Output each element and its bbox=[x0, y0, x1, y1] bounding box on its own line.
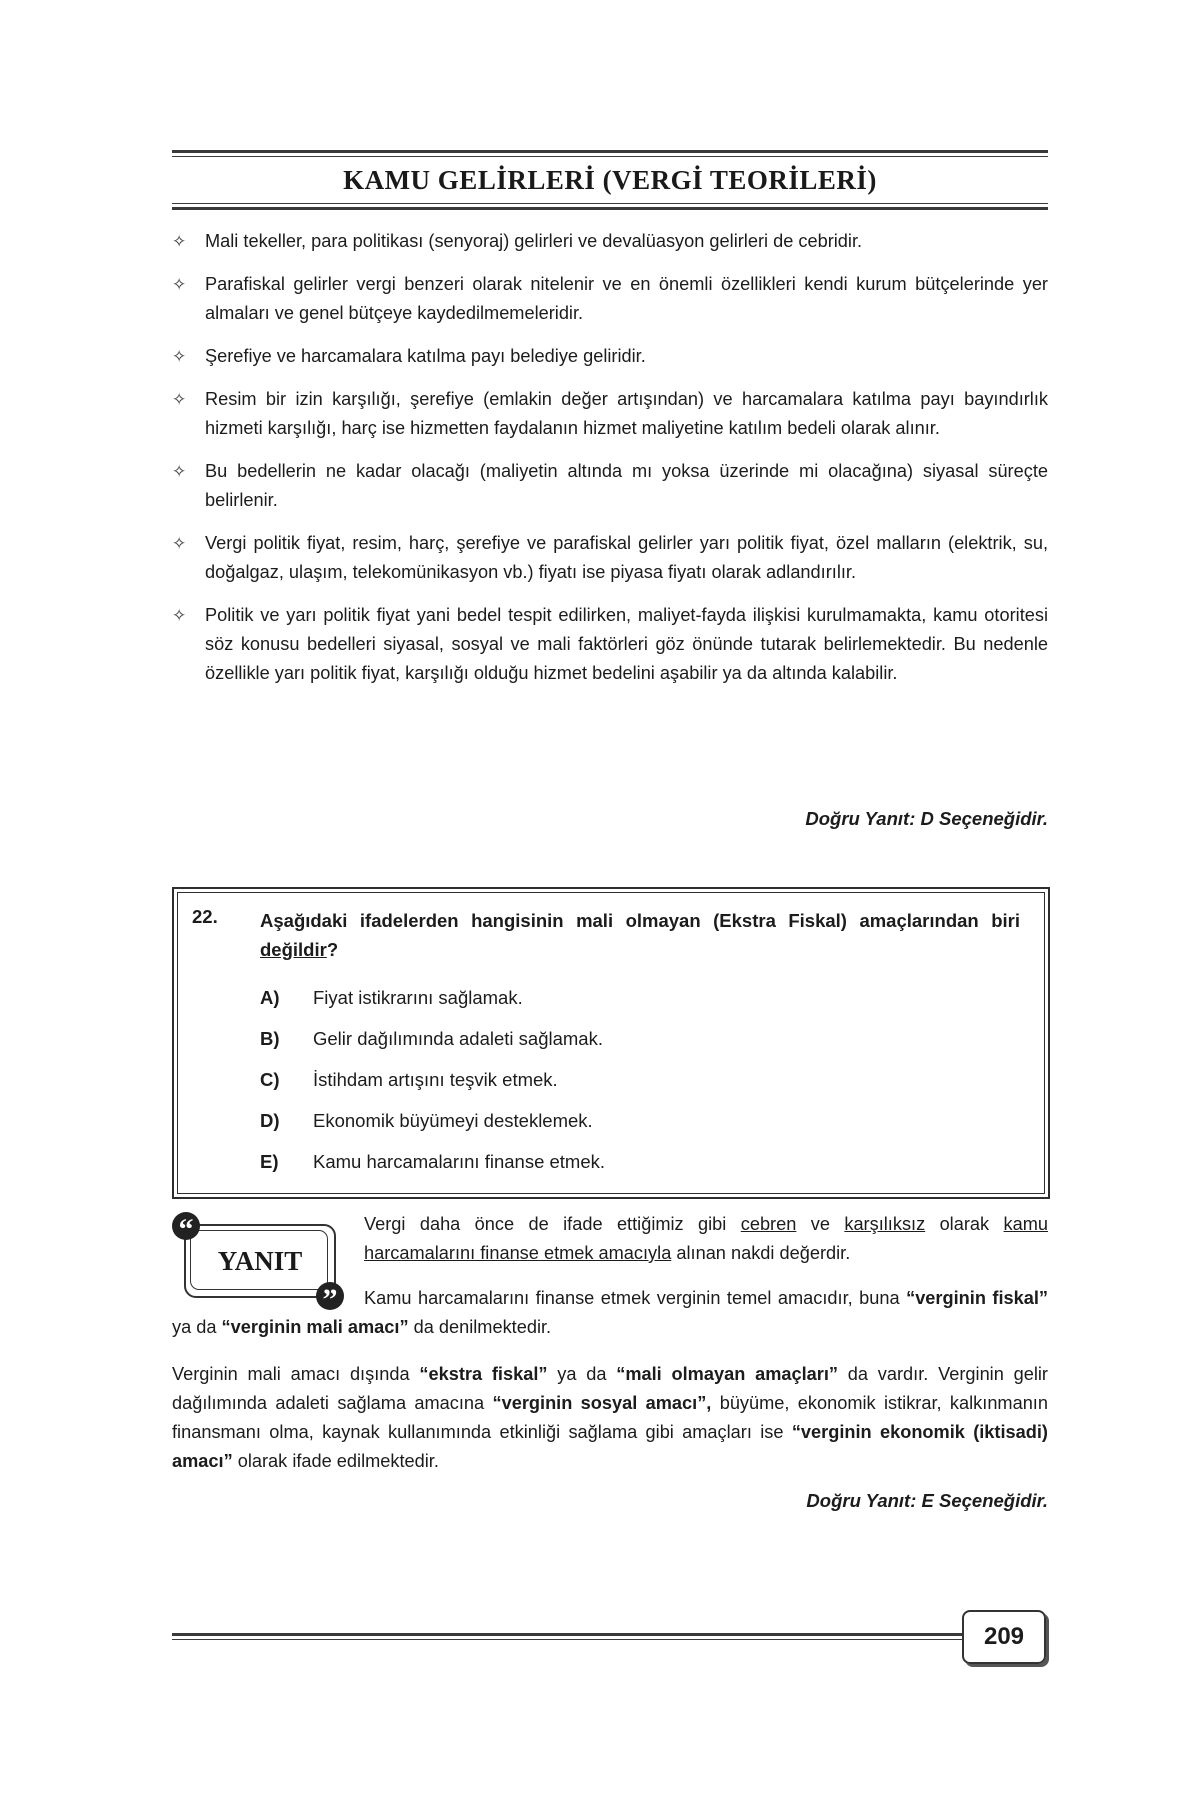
bullet-item bbox=[172, 601, 1048, 688]
text-span: Verginin mali amacı dışında bbox=[172, 1364, 420, 1384]
option-letter: C) bbox=[260, 1069, 280, 1090]
bold-term: “verginin ekonomik (iktisadi) amacı” bbox=[172, 1422, 1048, 1471]
underlined-term: kamu harcamalarını finanse etmek amacıyla bbox=[364, 1214, 1048, 1263]
text-span: da denilmektedir. bbox=[408, 1317, 552, 1337]
option-a bbox=[260, 983, 523, 1012]
option-letter: D) bbox=[260, 1110, 280, 1131]
option-text: İstihdam artışını teşvik etmek. bbox=[313, 1069, 558, 1090]
underlined-term: karşılıksız bbox=[844, 1214, 926, 1234]
option-letter: E) bbox=[260, 1151, 279, 1172]
four-point-star-icon: ✧ bbox=[172, 534, 187, 553]
header-rule-bottom-thin bbox=[172, 203, 1048, 204]
text-span: ve bbox=[796, 1214, 845, 1234]
explanation-paragraph-1 bbox=[364, 1210, 1048, 1268]
bold-term: “verginin sosyal amacı”, bbox=[492, 1393, 712, 1413]
header-rule-top-thin bbox=[172, 156, 1048, 157]
correct-answer-note: Doğru Yanıt: E Seçeneğidir. bbox=[806, 1490, 1048, 1511]
question-number: 22. bbox=[192, 906, 218, 927]
four-point-star-icon: ✧ bbox=[172, 462, 187, 481]
footer-rule bbox=[172, 1633, 962, 1636]
option-letter: B) bbox=[260, 1028, 280, 1049]
bullet-item bbox=[172, 270, 1048, 328]
bullet-item bbox=[172, 342, 1048, 371]
option-d bbox=[260, 1106, 593, 1135]
option-c bbox=[260, 1065, 558, 1094]
four-point-star-icon: ✧ bbox=[172, 347, 187, 366]
footer-rule-thin bbox=[172, 1639, 962, 1640]
bullet-text: Bu bedellerin ne kadar olacağı (maliyetin altında mı yoksa üzerinde mi olacağına) siyasal süreçte belirlenir. bbox=[205, 461, 1048, 510]
four-point-star-icon: ✧ bbox=[172, 390, 187, 409]
header-rule-top bbox=[172, 150, 1048, 153]
option-e bbox=[260, 1147, 605, 1176]
text-span: Kamu harcamalarını finanse etmek verginin temel amacıdır, buna bbox=[364, 1288, 907, 1308]
bullet-text: Politik ve yarı politik fiyat yani bedel tespit edilirken, maliyet-fayda ilişkisi kurulmamakta, kamu otoritesi söz konusu bedelleri siyasal, sosyal ve mali faktörleri göz önünde tutarak belirlemektedir. Bu nedenle özellikle yarı politik fiyat, karşılığı olduğu hizmet bedelini aşabilir ya da altında kalabilir. bbox=[205, 605, 1048, 683]
question-text-main: Aşağıdaki ifadelerden hangisinin mali olmayan (Ekstra Fiskal) amaçlarından biri bbox=[260, 910, 1020, 931]
option-text: Gelir dağılımında adaleti sağlamak. bbox=[313, 1028, 603, 1049]
question-text bbox=[260, 906, 1020, 964]
bullet-item bbox=[172, 385, 1048, 443]
bold-term: “ekstra fiskal” bbox=[419, 1364, 548, 1384]
open-quote-icon: “ bbox=[172, 1212, 200, 1240]
text-span: ya da bbox=[172, 1317, 222, 1337]
explanation-paragraph-2 bbox=[172, 1284, 1048, 1342]
page-number-box bbox=[962, 1610, 1046, 1664]
bullet-text: Vergi politik fiyat, resim, harç, şerefiye ve parafiskal gelirler yarı politik fiyat, özel malların (elektrik, su, doğalgaz, ulaşım, telekomünikasyon vb.) fiyatı ise piyasa fiyatı olarak adlandırılır. bbox=[205, 533, 1048, 582]
text-span: olarak bbox=[925, 1214, 1004, 1234]
text-span: olarak ifade edilmektedir. bbox=[232, 1451, 439, 1471]
bullet-item bbox=[172, 529, 1048, 587]
option-text: Fiyat istikrarını sağlamak. bbox=[313, 987, 523, 1008]
header-rule-bottom bbox=[172, 207, 1048, 210]
page-number: 209 bbox=[983, 1623, 1025, 1650]
text-span: ya da bbox=[547, 1364, 617, 1384]
close-quote-icon: ” bbox=[316, 1282, 344, 1310]
underlined-term: cebren bbox=[740, 1214, 797, 1234]
chapter-title: KAMU GELİRLERİ (VERGİ TEORİLERİ) bbox=[343, 165, 877, 195]
four-point-star-icon: ✧ bbox=[172, 606, 187, 625]
bullet-item bbox=[172, 227, 1048, 256]
bullet-text: Parafiskal gelirler vergi benzeri olarak nitelenir ve en önemli özellikleri kendi kurum bütçelerinde yer almaları ve genel bütçeye kaydedilmemeleridir. bbox=[205, 274, 1048, 323]
question-box-inner bbox=[177, 892, 1045, 1194]
text-span: alınan nakdi değerdir. bbox=[671, 1243, 851, 1263]
text-span: büyüme, ekonomik istikrar, kalkınmanın finansmanı olma, kaynak kullanımında etkinliği sağlama gibi amaçları ise bbox=[172, 1393, 1048, 1442]
option-b bbox=[260, 1024, 603, 1053]
bold-term: “mali olmayan amaçları” bbox=[616, 1364, 838, 1384]
question-text-emphasis: değildir bbox=[260, 939, 327, 960]
bullet-list bbox=[172, 227, 1048, 702]
text-span: da vardır. Verginin gelir dağılımında adaleti sağlama amacına bbox=[172, 1364, 1048, 1413]
answer-badge-label: YANIT bbox=[217, 1246, 303, 1276]
bold-term: “verginin fiskal” bbox=[906, 1288, 1049, 1308]
explanation-paragraph-3 bbox=[172, 1360, 1048, 1476]
four-point-star-icon: ✧ bbox=[172, 232, 187, 251]
question-box bbox=[172, 887, 1050, 1199]
bullet-text: Şerefiye ve harcamalara katılma payı belediye geliridir. bbox=[205, 346, 646, 366]
bullet-text: Resim bir izin karşılığı, şerefiye (emlakin değer artışından) ve harcamalara katılma payı bayındırlık hizmeti karşılığı, harç ise hizmetten faydalanın hizmet maliyetine katılım bedeli olarak alınır. bbox=[205, 389, 1048, 438]
correct-answer-note: Doğru Yanıt: D Seçeneğidir. bbox=[805, 808, 1048, 829]
question-text-end: ? bbox=[326, 939, 339, 960]
option-letter: A) bbox=[260, 987, 280, 1008]
four-point-star-icon: ✧ bbox=[172, 275, 187, 294]
bold-term: “verginin mali amacı” bbox=[221, 1317, 409, 1337]
text-span: Vergi daha önce de ifade ettiğimiz gibi bbox=[364, 1214, 741, 1234]
option-text: Ekonomik büyümeyi desteklemek. bbox=[313, 1110, 593, 1131]
option-text: Kamu harcamalarını finanse etmek. bbox=[313, 1151, 606, 1172]
bullet-text: Mali tekeller, para politikası (senyoraj) gelirleri ve devalüasyon gelirleri de cebridir. bbox=[205, 231, 863, 251]
bullet-item bbox=[172, 457, 1048, 515]
